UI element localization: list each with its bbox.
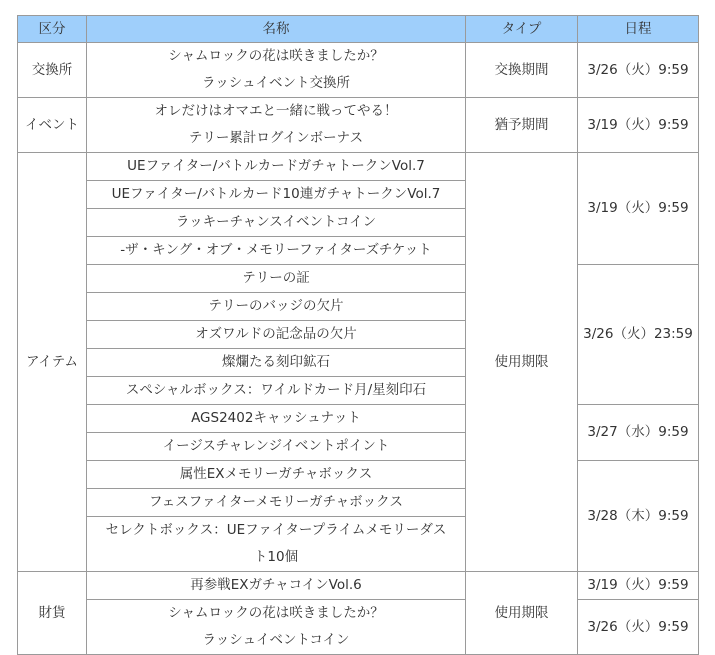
item-name-line: 再参戦EXガチャコインVol.6 [190, 577, 362, 593]
schedule-table [17, 15, 699, 655]
item-name-cell [87, 209, 466, 237]
item-name-cell [87, 433, 466, 461]
item-name-line: セレクトボックス：UEファイタープライムメモリーダス [105, 522, 447, 538]
category-cell: 交換所 [18, 43, 87, 98]
type-cell: 猶予期間 [466, 98, 578, 153]
item-name-line: 燦爛たる刻印鉱石 [222, 354, 330, 370]
table-row [18, 600, 699, 655]
item-name-line: オズワルドの記念品の欠片 [195, 326, 357, 342]
item-name-cell [87, 98, 466, 153]
item-name-line: シャムロックの花は咲きましたか？ [168, 605, 384, 621]
item-name-cell [87, 321, 466, 349]
item-name-line: ラッキーチャンスイベントコイン [175, 214, 377, 230]
item-name-cell [87, 181, 466, 209]
header-row [18, 16, 699, 43]
item-name-cell [87, 153, 466, 181]
item-name-line: ラッシュイベント交換所 [202, 75, 350, 91]
category-cell: アイテム [18, 153, 87, 572]
category-cell: イベント [18, 98, 87, 153]
type-cell: 使用期限 [466, 153, 578, 572]
table-row [18, 43, 699, 98]
table-row [18, 153, 699, 181]
table-row [18, 461, 699, 489]
item-name-line: フェスファイターメモリーガチャボックス [148, 494, 404, 510]
table-row [18, 405, 699, 433]
item-name-cell [87, 572, 466, 600]
date-cell: 3/26（火）9:59 [578, 600, 699, 655]
item-name-cell [87, 600, 466, 655]
item-name-line: AGS2402キャッシュナット [191, 410, 361, 426]
item-name-cell [87, 517, 466, 572]
date-cell: 3/28（木）9:59 [578, 461, 699, 572]
item-name-line: イージスチャレンジイベントポイント [162, 438, 390, 454]
date-cell: 3/19（火）9:59 [578, 98, 699, 153]
item-name-cell [87, 237, 466, 265]
date-cell: 3/19（火）9:59 [578, 572, 699, 600]
item-name-line: オレだけはオマエと一緒に戦ってやる！ [154, 103, 398, 119]
date-cell: 3/26（火）23:59 [578, 265, 699, 405]
item-name-cell [87, 349, 466, 377]
header-date: 日程 [578, 16, 699, 43]
type-cell: 使用期限 [466, 572, 578, 655]
item-name-cell [87, 377, 466, 405]
header-type: タイプ [466, 16, 578, 43]
item-name-line: UEファイター/バトルカード10連ガチャトークンVol.7 [111, 186, 441, 202]
table-row [18, 98, 699, 153]
item-name-cell [87, 293, 466, 321]
date-cell: 3/27（水）9:59 [578, 405, 699, 461]
header-name: 名称 [87, 16, 466, 43]
item-name-cell [87, 405, 466, 433]
date-cell: 3/26（火）9:59 [578, 43, 699, 98]
item-name-line: スペシャルボックス：ワイルドカード月/星刻印石 [125, 382, 427, 398]
table-row [18, 572, 699, 600]
item-name-line: 属性EXメモリーガチャボックス [179, 466, 373, 482]
item-name-cell [87, 489, 466, 517]
item-name-cell [87, 43, 466, 98]
date-cell: 3/19（火）9:59 [578, 153, 699, 265]
item-name-cell [87, 265, 466, 293]
item-name-line: テリー累計ログインボーナス [188, 130, 364, 146]
item-name-line: -ザ・キング・オブ・メモリーファイターズチケット [120, 242, 432, 258]
item-name-line: テリーのバッジの欠片 [208, 298, 344, 314]
category-cell: 財貨 [18, 572, 87, 655]
item-name-line: シャムロックの花は咲きましたか？ [168, 48, 384, 64]
item-name-line: ラッシュイベントコイン [202, 632, 350, 648]
item-name-line: UEファイター/バトルカードガチャトークンVol.7 [127, 158, 425, 174]
item-name-line: ト10個 [253, 549, 299, 565]
header-category: 区分 [18, 16, 87, 43]
item-name-cell [87, 461, 466, 489]
item-name-line: テリーの証 [242, 270, 310, 286]
table-row [18, 265, 699, 293]
type-cell: 交換期間 [466, 43, 578, 98]
